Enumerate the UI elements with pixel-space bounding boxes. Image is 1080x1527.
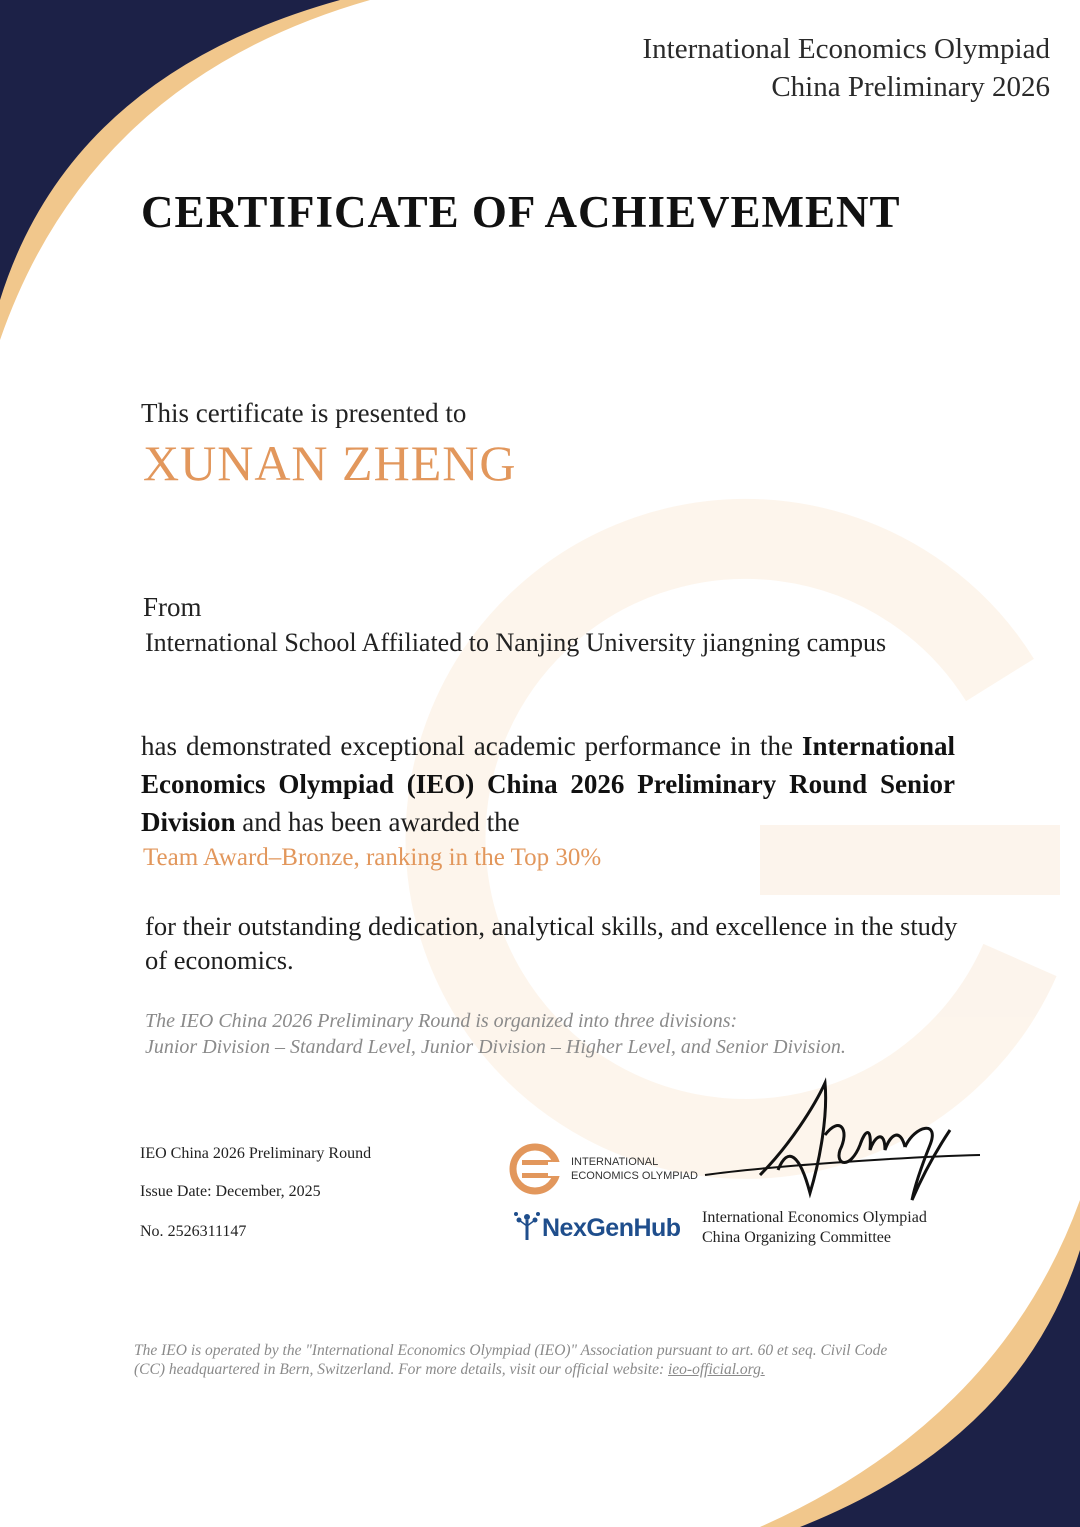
- footer-text: (CC) headquartered in Bern, Switzerland. For more details, visit our official website:: [134, 1361, 665, 1378]
- recipient-name: XUNAN ZHENG: [143, 435, 517, 491]
- signatory-line: China Organizing Committee: [702, 1229, 892, 1246]
- school-name: International School Affiliated to Nanjing University jiangning campus: [145, 628, 887, 657]
- achievement-paragraph: [141, 727, 955, 841]
- tree-icon: [512, 1210, 542, 1242]
- certificate-title: CERTIFICATE OF ACHIEVEMENT: [141, 187, 901, 237]
- ieo-logo-text: [571, 1155, 698, 1183]
- top-left-navy-corner: [0, 0, 340, 300]
- division-note: [145, 1008, 846, 1060]
- footer-line: The IEO is operated by the "International Economics Olympiad (IEO)" Association pursuant to art. 60 et seq. Civil Code: [134, 1342, 888, 1359]
- organization-header: [642, 30, 1050, 106]
- competition-name: International Economics Olympiad (IEO) China 2026 Preliminary Round Senior Division: [141, 731, 955, 837]
- presented-to-text: This certificate is presented to: [141, 398, 467, 428]
- number-value: 2526311147: [167, 1223, 247, 1240]
- number-label: No.: [140, 1223, 164, 1240]
- body-intro: has demonstrated exceptional academic performance in the: [141, 731, 794, 761]
- body-awarded: and has been awarded the: [242, 807, 520, 837]
- ieo-logo-line: ECONOMICS OLYMPIAD: [571, 1170, 698, 1182]
- nexgenhub-logo: NexGenHub: [542, 1214, 681, 1242]
- award-text: Team Award–Bronze, ranking in the Top 30%: [143, 844, 602, 871]
- official-website-link[interactable]: ieo-official.org.: [668, 1361, 765, 1378]
- from-label: From: [143, 592, 202, 622]
- signatory-line: International Economics Olympiad: [702, 1209, 927, 1226]
- round-label: IEO China 2026 Preliminary Round: [140, 1145, 372, 1162]
- closing-paragraph: for their outstanding dedication, analytical skills, and excellence in the study of economics.: [145, 911, 958, 975]
- signature-graphic: [700, 1075, 985, 1205]
- certificate-number: [140, 1223, 246, 1241]
- ieo-logo-line: INTERNATIONAL: [571, 1156, 659, 1168]
- org-edition-line: China Preliminary 2026: [771, 71, 1050, 103]
- division-note-line: The IEO China 2026 Preliminary Round is organized into three divisions:: [145, 1010, 738, 1032]
- org-name-line: International Economics Olympiad: [642, 33, 1050, 65]
- division-note-line: Junior Division – Standard Level, Junior Division – Higher Level, and Senior Division.: [145, 1036, 846, 1058]
- footer-line: [134, 1360, 887, 1379]
- signatory-block: [702, 1208, 927, 1248]
- ieo-logo-icon: [508, 1142, 564, 1196]
- legal-footer: [134, 1341, 887, 1379]
- issue-date: Issue Date: December, 2025: [140, 1183, 321, 1200]
